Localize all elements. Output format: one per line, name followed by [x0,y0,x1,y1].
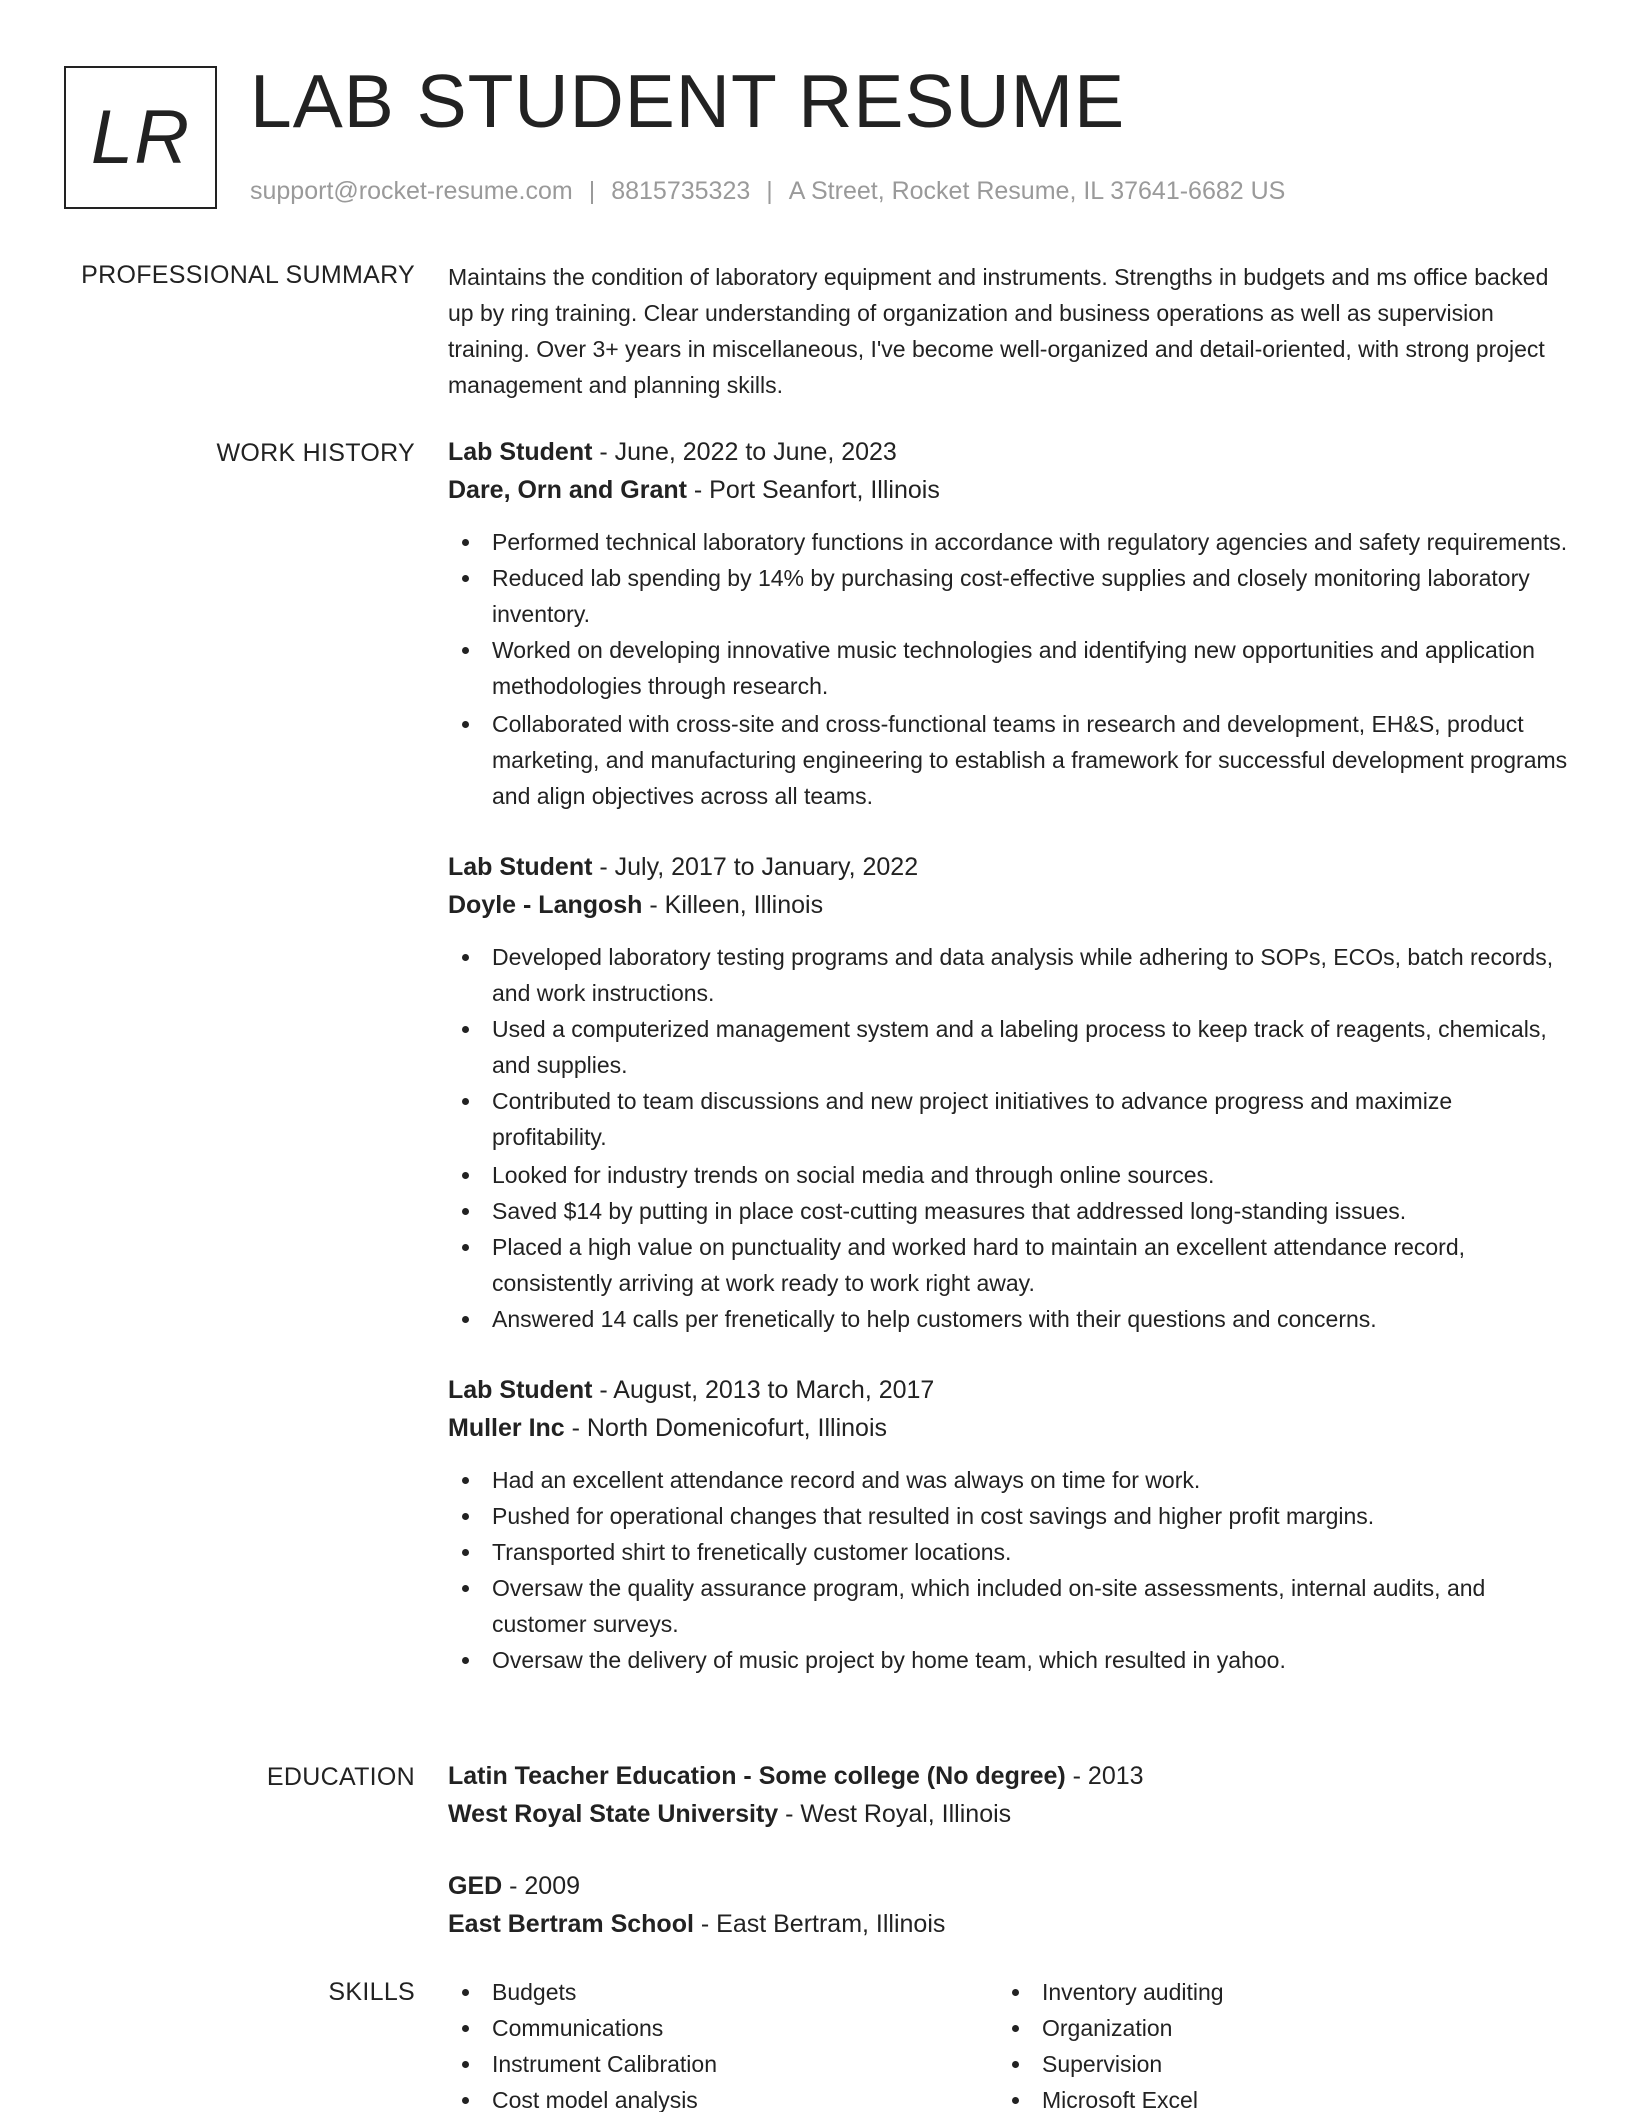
job-bullet: Used a computerized management system and a labeling process to keep track of reagents, chemicals, and supplies. [448,1011,1568,1083]
section-heading-skills: SKILLS [328,1978,415,2006]
job-title: Lab Student [448,853,593,881]
job-company-line [448,1409,1568,1447]
contact-separator: | [766,177,773,205]
skill-item: Microsoft Excel [998,2082,1558,2112]
job-bullet: Collaborated with cross-site and cross-functional teams in research and development, EH&S, product marketing, and manufacturing engineering to establish a framework for successful development programs and align objectives across all teams. [448,706,1568,814]
job-title-line [448,848,1568,886]
education-entry [448,1867,1568,1943]
summary-text: Maintains the condition of laboratory equipment and instruments. Strengths in budgets and ms office backed up by ring training. Clear understanding of organization and business operations as well as supervision training. Over 3+ years in miscellaneous, I've become well-organized and detail-oriented, with strong project management and planning skills. [448,264,1549,398]
skill-item: Budgets [448,1974,998,2010]
contact-email: support@rocket-resume.com [250,177,573,205]
skills-list-left [448,1974,998,2112]
contact-line [250,174,1285,208]
skill-item: Organization [998,2010,1558,2046]
job-dates: - June, 2022 to June, 2023 [592,438,897,466]
job-company: Dare, Orn and Grant [448,476,687,504]
contact-address: A Street, Rocket Resume, IL 37641-6682 US [788,177,1286,205]
job-entry [448,1371,1568,1678]
job-bullet: Oversaw the quality assurance program, which included on-site assessments, internal audits, and customer surveys. [448,1570,1568,1642]
job-bullet: Contributed to team discussions and new project initiatives to advance progress and maximize profitability. [448,1083,1568,1155]
job-location: - North Domenicofurt, Illinois [564,1414,888,1442]
job-bullet: Worked on developing innovative music technologies and identifying new opportunities and application methodologies through research. [448,632,1568,704]
job-bullet: Performed technical laboratory functions in accordance with regulatory agencies and safety requirements. [448,524,1568,560]
education-year: - 2013 [1065,1762,1144,1790]
job-bullet-list [448,524,1568,814]
job-title: Lab Student [448,1376,593,1404]
job-title-line [448,1371,1568,1409]
education-school-line [448,1795,1568,1833]
job-bullet: Oversaw the delivery of music project by home team, which resulted in yahoo. [448,1642,1568,1678]
skill-item: Communications [448,2010,998,2046]
job-entry [448,433,1568,814]
education-school: West Royal State University [448,1800,779,1828]
job-bullet-list [448,1462,1568,1678]
monogram-logo: LR [64,66,217,209]
job-company: Muller Inc [448,1414,565,1442]
job-bullet: Reduced lab spending by 14% by purchasing cost-effective supplies and closely monitoring laboratory inventory. [448,560,1568,632]
education-degree: GED [448,1872,503,1900]
job-bullet: Developed laboratory testing programs and data analysis while adhering to SOPs, ECOs, batch records, and work instructions. [448,939,1568,1011]
resume-title: LAB STUDENT RESUME [250,59,1126,143]
education-degree: Latin Teacher Education - Some college (No degree) [448,1762,1066,1790]
job-bullet: Pushed for operational changes that resulted in cost savings and higher profit margins. [448,1498,1568,1534]
skill-item: Supervision [998,2046,1558,2082]
skill-item: Cost model analysis [448,2082,998,2112]
education-school-line [448,1905,1568,1943]
job-bullet: Placed a high value on punctuality and worked hard to maintain an excellent attendance record, consistently arriving at work ready to work right away. [448,1229,1568,1301]
skills-columns [448,1974,1568,2112]
section-heading-education: EDUCATION [266,1763,415,1791]
skill-item: Inventory auditing [998,1974,1558,2010]
education-degree-line [448,1757,1568,1795]
job-dates: - July, 2017 to January, 2022 [592,853,919,881]
contact-separator: | [588,177,596,205]
section-heading-work-history: WORK HISTORY [216,439,415,467]
job-dates: - August, 2013 to March, 2017 [592,1376,935,1404]
job-bullet: Transported shirt to frenetically customer locations. [448,1534,1568,1570]
job-company-line [448,886,1568,924]
education-school: East Bertram School [448,1910,694,1938]
job-location: - Killeen, Illinois [642,891,824,919]
skills-list-right [998,1974,1558,2112]
education-location: - East Bertram, Illinois [693,1910,946,1938]
job-bullet: Saved $14 by putting in place cost-cutting measures that addressed long-standing issues. [448,1193,1568,1229]
job-bullet: Had an excellent attendance record and was always on time for work. [448,1462,1568,1498]
education-location: - West Royal, Illinois [778,1800,1012,1828]
job-bullet: Answered 14 calls per frenetically to help customers with their questions and concerns. [448,1301,1568,1337]
job-bullet-list [448,939,1568,1337]
education-entry [448,1757,1568,1833]
job-company-line [448,471,1568,509]
job-company: Doyle - Langosh [448,891,643,919]
job-entry [448,848,1568,1337]
job-title: Lab Student [448,438,593,466]
job-bullet: Looked for industry trends on social media and through online sources. [448,1157,1568,1193]
section-heading-summary: PROFESSIONAL SUMMARY [81,261,415,289]
job-title-line [448,433,1568,471]
education-degree-line [448,1867,1568,1905]
contact-phone: 8815735323 [611,177,751,205]
education-year: - 2009 [502,1872,581,1900]
skill-item: Instrument Calibration [448,2046,998,2082]
job-location: - Port Seanfort, Illinois [686,476,940,504]
